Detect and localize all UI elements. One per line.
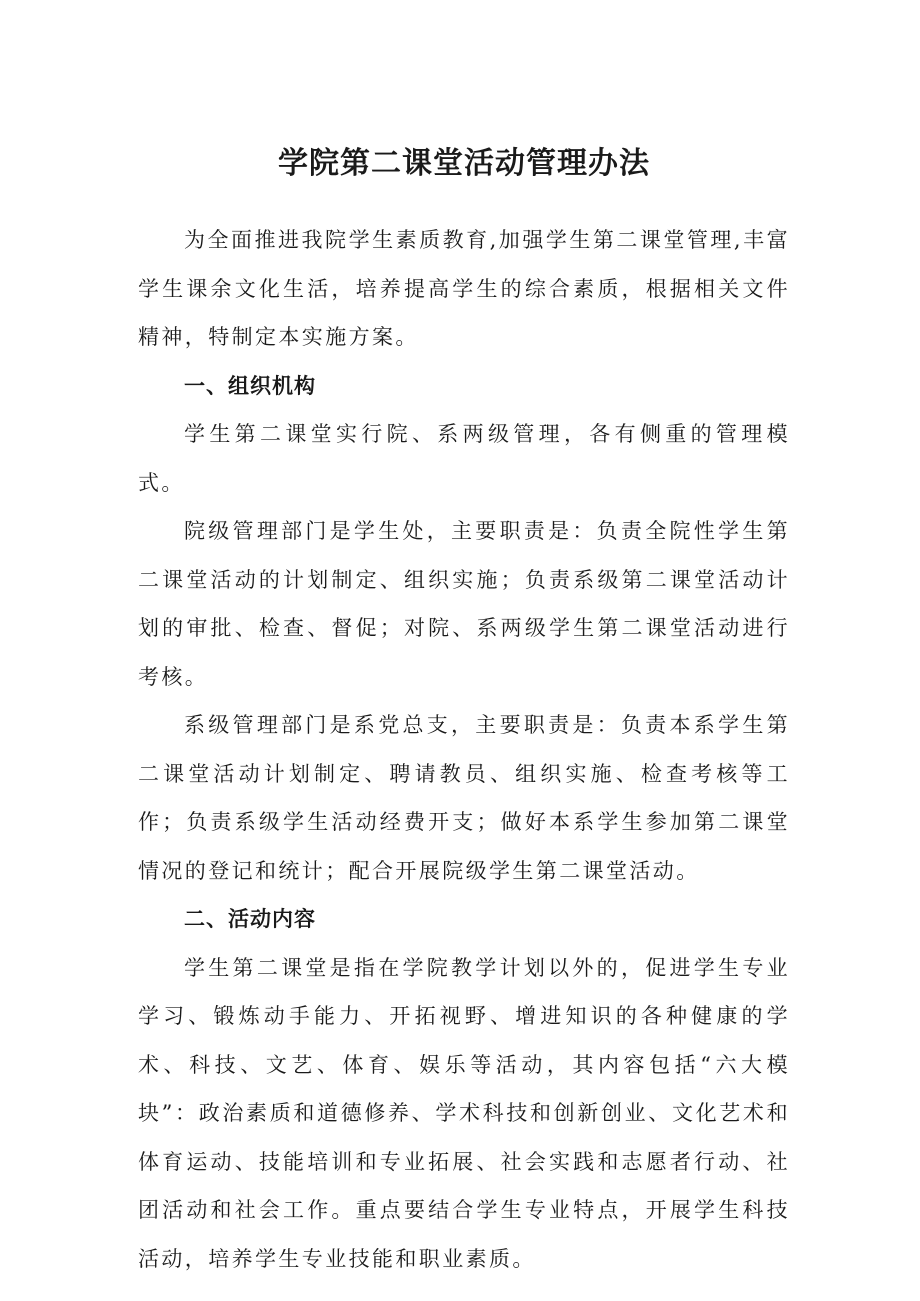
organization-paragraph-1: 学生第二课堂实行院、系两级管理，各有侧重的管理模式。 [138, 422, 790, 495]
organization-paragraph-3: 系级管理部门是系党总支，主要职责是：负责本系学生第二课堂活动计划制定、聘请教员、组织实施、检查考核等工作；负责系级学生活动经费开支；做好本系学生参加第二课堂情况的登记和统计；配合开展院级学生第二课堂活动。 [138, 713, 790, 883]
intro-paragraph: 为全面推进我院学生素质教育,加强学生第二课堂管理,丰富学生课余文化生活，培养提高学生的综合素质，根据相关文件精神，特制定本实施方案。 [138, 228, 790, 349]
document-body [138, 216, 790, 1283]
organization-paragraph-2: 院级管理部门是学生处，主要职责是：负责全院性学生第二课堂活动的计划制定、组织实施；负责系级第二课堂活动计划的审批、检查、督促；对院、系两级学生第二课堂活动进行考核。 [138, 519, 790, 689]
section-heading-organization: 一、组织机构 [184, 373, 316, 398]
document-title: 学院第二课堂活动管理办法 [278, 146, 650, 181]
section-heading-activities: 二、活动内容 [184, 907, 316, 931]
activities-paragraph-1: 学生第二课堂是指在学院教学计划以外的，促进学生专业学习、锻炼动手能力、开拓视野、增进知识的各种健康的学术、科技、文艺、体育、娱乐等活动，其内容包括“六大模块”：政治素质和道德修养、学术科技和创新创业、文化艺术和体育运动、技能培训和专业拓展、社会实践和志愿者行动、社团活动和社会工作。重点要结合学生专业特点，开展学生科技活动，培养学生专业技能和职业素质。 [138, 955, 790, 1271]
